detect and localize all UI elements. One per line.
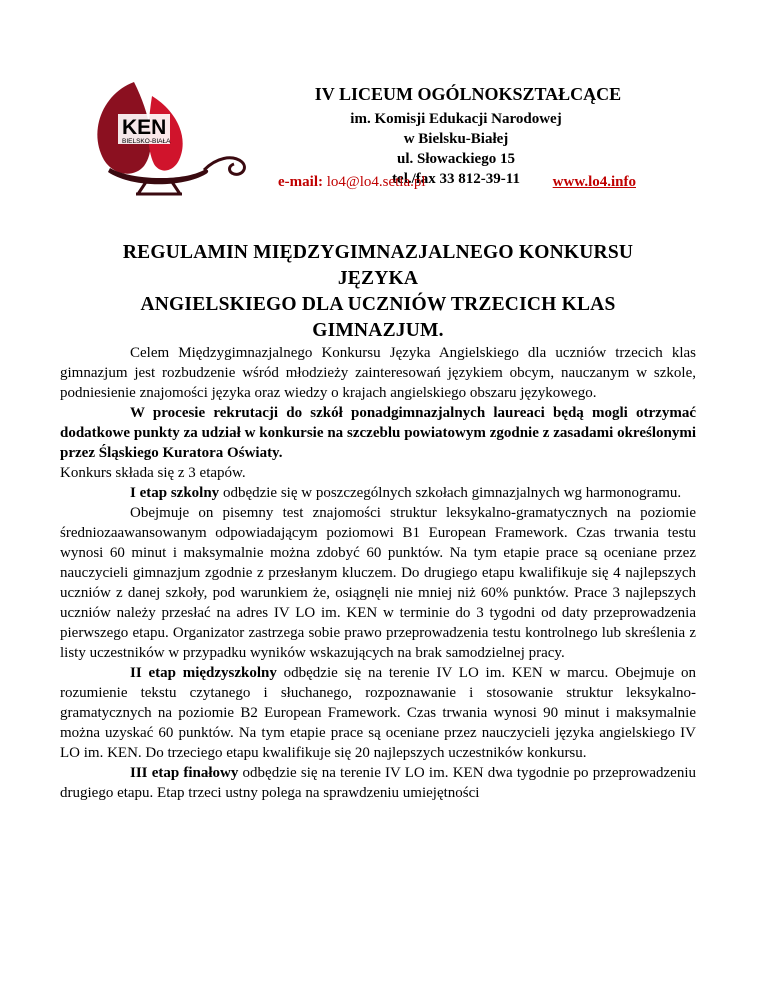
title-line-4: GIMNAZJUM. bbox=[312, 320, 444, 341]
stages-intro: Konkurs składa się z 3 etapów. bbox=[60, 465, 246, 481]
stage-1-text: odbędzie się w poszczególnych szkołach gimnazjalnych wg harmonogramu. bbox=[219, 485, 682, 501]
stage-3-paragraph bbox=[60, 763, 696, 803]
stage-3-label: III etap finałowy bbox=[130, 765, 239, 781]
title-line-3: ANGIELSKIEGO DLA UCZNIÓW TRZECICH KLAS bbox=[140, 294, 616, 315]
stage-2-paragraph bbox=[60, 663, 696, 763]
school-name: IV LICEUM OGÓLNOKSZTAŁCĄCE bbox=[314, 84, 622, 104]
school-phone: tel./fax 33 812-39-11 bbox=[392, 171, 520, 187]
intro-paragraph: Celem Międzygimnazjalnego Konkursu Języka Angielskiego dla uczniów trzecich klas gimnazjum jest rozbudzenie wśród młodzieży zainteresowań językiem obcym, nauczanym w szkole, podniesienie znajomości języka oraz wiedzy o krajach angielskiego obszaru językowego. bbox=[60, 345, 696, 401]
ken-logo-icon bbox=[82, 74, 254, 198]
stage-1-details: Obejmuje on pisemny test znajomości struktur leksykalno-gramatycznych na poziomie średniozaawansowanym odpowiadającym poziomowi B1 European Framework. Czas trwania testu wynosi 60 minut i maksymalnie można zdobyć 60 punktów. Na tym etapie prace są oceniane przez nauczycieli gimnazjum zgodnie z przesłanym kluczem. Do drugiego etapu kwalifikuje się 4 najlepszych uczniów z danej szkoły, pod warunkiem że, osiągnęli nie mniej niż 60% punktów. Prace 3 najlepszych uczniów należy przesłać na adres IV LO im. KEN w terminie do 3 tygodni od daty przeprowadzenia pierwszego etapu. Organizator zastrzega sobie prawo przeprowadzenia testu kontrolnego lub skreślenia z listy uczestników w przypadku wyników wskazujących na brak samodzielnej pracy. bbox=[60, 505, 696, 661]
school-patron: im. Komisji Edukacji Narodowej bbox=[350, 111, 562, 127]
logo-subtext: BIELSKO-BIAŁA bbox=[122, 138, 171, 145]
regulation-body bbox=[60, 343, 696, 803]
document-title bbox=[60, 240, 696, 344]
contact-line bbox=[278, 172, 654, 192]
stage-2-text: odbędzie się na terenie IV LO im. KEN w marcu. Obejmuje on rozumienie tekstu czytanego i słuchanego, rozpoznawanie i stosowanie struktur leksykalno-gramatycznych na poziomie B2 European Framework. Czas trwania wynosi 90 minut i maksymalnie można uzyskać 60 punktów. Na tym etapie prace są oceniane przez nauczycieli języka angielskiego IV LO im. KEN. Do trzeciego etapu kwalifikuje się 20 najlepszych uczestników konkursu. bbox=[60, 665, 696, 761]
school-logo bbox=[82, 74, 254, 198]
stage-1-label: I etap szkolny bbox=[130, 485, 220, 501]
school-city: w Bielsku-Białej bbox=[403, 131, 509, 147]
logo-text: KEN bbox=[122, 116, 167, 139]
website-link[interactable]: www.lo4.info bbox=[552, 174, 636, 190]
email-link[interactable]: lo4@lo4.setia.pl bbox=[326, 174, 426, 190]
school-street: ul. Słowackiego 15 bbox=[397, 151, 515, 167]
recruitment-notice: W procesie rekrutacji do szkół ponadgimnazjalnych laureaci będą mogli otrzymać dodatkowe punkty za udział w konkursie na szczeblu powiatowym zgodnie z zasadami określonymi przez Śląskiego Kuratora Oświaty. bbox=[60, 405, 696, 461]
stage-3-text: odbędzie się na terenie IV LO im. KEN dwa tygodnie po przeprowadzeniu drugiego etapu. Etap trzeci ustny polega na sprawdzeniu umiejętności bbox=[60, 765, 696, 801]
stage-2-label: II etap międzyszkolny bbox=[130, 665, 277, 681]
title-line-2: JĘZYKA bbox=[337, 268, 419, 289]
stage-1-paragraph bbox=[60, 483, 696, 503]
email-label: e-mail: bbox=[278, 174, 323, 190]
title-line-1: REGULAMIN MIĘDZYGIMNAZJALNEGO KONKURSU bbox=[122, 242, 634, 263]
